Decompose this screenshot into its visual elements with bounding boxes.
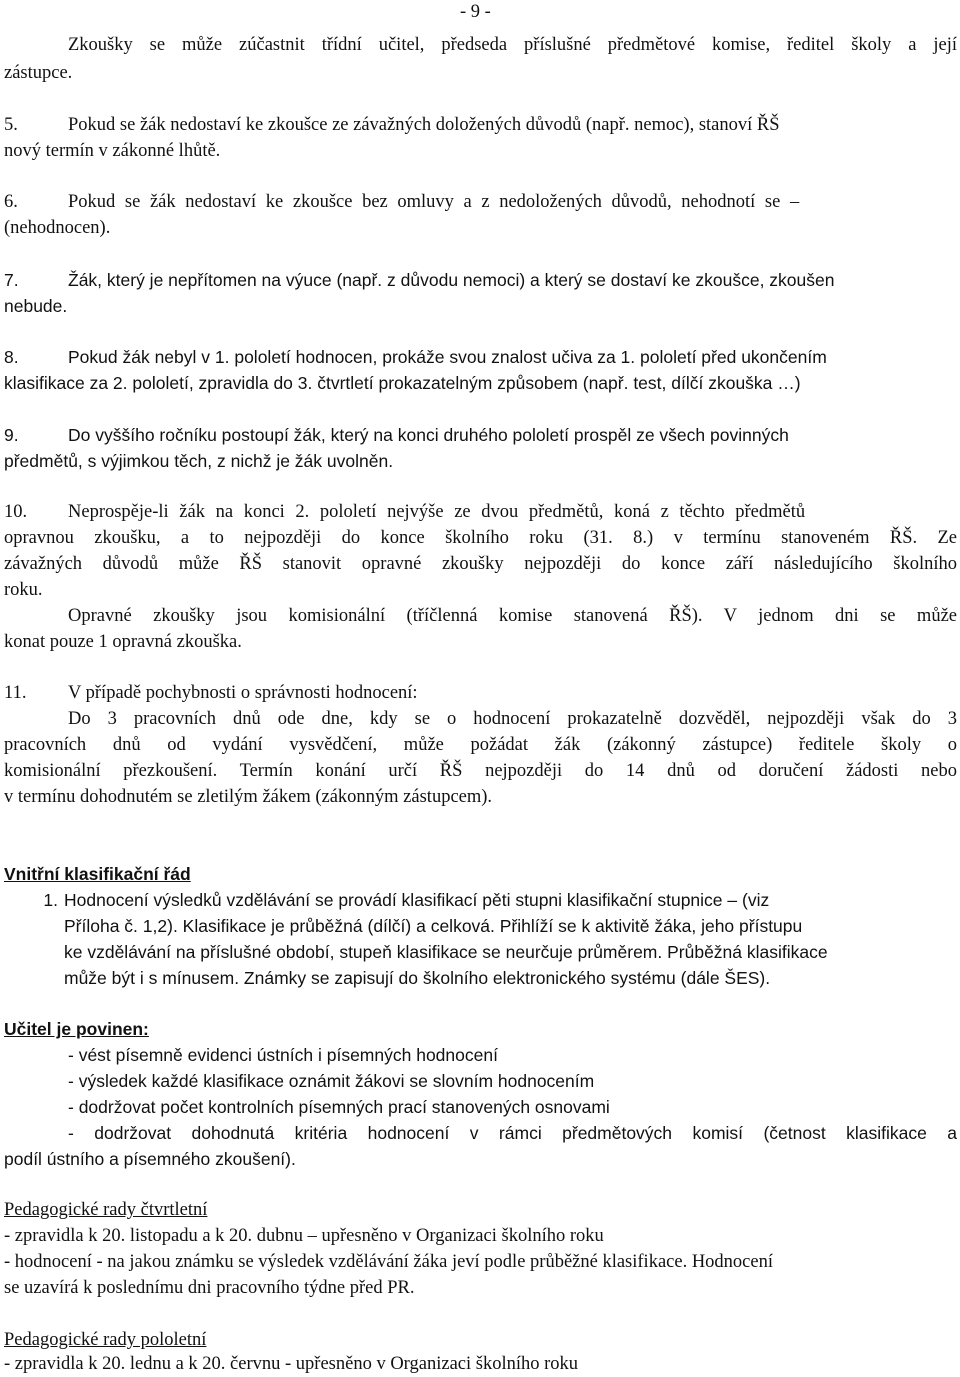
section-heading: Učitel je povinen: — [4, 1019, 149, 1039]
list-item-5 — [4, 113, 957, 137]
text-line: ke vzdělávání na příslušné období, stupeň klasifikace se neurčuje průměrem. Průběžná klasifikace — [64, 942, 828, 962]
list-item: - dodržovat počet kontrolních písemných prací stanovených osnovami — [68, 1097, 610, 1117]
list-item: - zpravidla k 20. lednu a k 20. červnu - upřesněno v Organizaci školního roku — [4, 1354, 579, 1374]
section-heading: Pedagogické rady pololetní — [4, 1330, 207, 1350]
text-line: Zkoušky se může zúčastnit třídní učitel, předseda příslušné předmětové komise, ředitel školy a její — [68, 35, 957, 55]
item-text: Žák, který je nepřítomen na výuce (např. z důvodu nemoci) a který se dostaví ke zkoušce, zkoušen — [68, 270, 835, 290]
text-line: (nehodnocen). — [4, 218, 111, 238]
list-item-1 — [4, 888, 957, 912]
item-text: Do vyššího ročníku postoupí žák, který na konci druhého pololetí prospěl ze všech povinných — [68, 425, 789, 445]
text-line: Opravné zkoušky jsou komisionální (tříčlenná komise stanovená ŘŠ). V jednom dni se může — [68, 606, 957, 626]
item-number: 1. — [43, 890, 58, 910]
text-line: konat pouze 1 opravná zkouška. — [4, 632, 242, 652]
text-line: zástupce. — [4, 63, 73, 83]
list-item-10 — [4, 500, 957, 524]
text-line: komisionální přezkoušení. Termín konání určí ŘŠ nejpozději do 14 dnů od doručení žádosti nebo — [4, 761, 957, 781]
text-line: roku. — [4, 580, 43, 600]
text-line: pracovních dnů od vydání vysvědčení, může požádat žák (zákonný zástupce) ředitele školy o — [4, 735, 957, 755]
list-item-9 — [4, 423, 957, 447]
item-number: 10. — [4, 502, 28, 522]
section-heading: Pedagogické rady čtvrtletní — [4, 1200, 208, 1220]
item-text: Neprospěje-li žák na konci 2. pololetí nejvýše ze dvou předmětů, koná z těchto předmětů — [68, 502, 806, 522]
list-item-8 — [4, 345, 957, 369]
item-number: 5. — [4, 115, 18, 135]
item-text: Pokud žák nebyl v 1. pololetí hodnocen, prokáže svou znalost učiva za 1. pololetí před ukončením — [68, 347, 827, 367]
item-text: Hodnocení výsledků vzdělávání se provádí klasifikací pěti stupni klasifikační stupnice – (viz — [64, 890, 770, 910]
list-item-7 — [4, 268, 957, 292]
item-text: Pokud se žák nedostaví ke zkoušce ze závažných doložených důvodů (např. nemoc), stanoví ŘŠ — [68, 115, 780, 135]
page-number: - 9 - — [460, 2, 491, 22]
item-number: 8. — [4, 347, 19, 367]
item-number: 6. — [4, 192, 18, 212]
text-line: nebude. — [4, 296, 68, 316]
list-item: - zpravidla k 20. listopadu a k 20. dubnu – upřesněno v Organizaci školního roku — [4, 1226, 604, 1246]
list-item-11 — [4, 681, 957, 705]
item-number: 9. — [4, 425, 19, 445]
text-line: nový termín v zákonné lhůtě. — [4, 141, 221, 161]
text-line: podíl ústního a písemného zkoušení). — [4, 1149, 296, 1169]
text-line: Příloha č. 1,2). Klasifikace je průběžná (dílčí) a celková. Přihlíží se k aktivitě žáka, jeho přístupu — [64, 916, 803, 936]
list-item: - hodnocení - na jakou známku se výsledek vzdělávání žáka jeví podle průběžné klasifikace. Hodnocení — [4, 1252, 773, 1272]
list-item: - dodržovat dohodnutá kritéria hodnocení v rámci předmětových komisí (četnost klasifikace a — [68, 1123, 957, 1143]
text-line: Do 3 pracovních dnů ode dne, kdy se o hodnocení prokazatelně dozvěděl, nejpozději však do 3 — [68, 709, 957, 729]
list-item-6 — [4, 190, 957, 214]
text-line: v termínu dohodnutém se zletilým žákem (zákonným zástupcem). — [4, 787, 493, 807]
item-number: 11. — [4, 683, 27, 703]
item-number: 7. — [4, 270, 19, 290]
text-line: závažných důvodů může ŘŠ stanovit opravné zkoušky nejpozději do konce září následujícího školního — [4, 554, 957, 574]
text-line: se uzavírá k poslednímu dni pracovního týdne před PR. — [4, 1278, 415, 1298]
item-text: V případě pochybnosti o správnosti hodnocení: — [68, 683, 418, 703]
item-text: Pokud se žák nedostaví ke zkoušce bez omluvy a z nedoložených důvodů, nehodnotí se – — [68, 192, 800, 212]
text-line: klasifikace za 2. pololetí, zpravidla do 3. čtvrtletí prokazatelným způsobem (např. test, dílčí zkouška …) — [4, 373, 801, 393]
section-heading: Vnitřní klasifikační řád — [4, 864, 191, 884]
list-item: - výsledek každé klasifikace oznámit žákovi se slovním hodnocením — [68, 1071, 595, 1091]
text-line: předmětů, s výjimkou těch, z nichž je žák uvolněn. — [4, 451, 394, 471]
text-line: opravnou zkoušku, a to nejpozději do konce školního roku (31. 8.) v termínu stanoveném ŘŠ. Ze — [4, 528, 957, 548]
text-line: může být i s mínusem. Známky se zapisují do školního elektronického systému (dále ŠES). — [64, 968, 771, 988]
list-item: - vést písemně evidenci ústních i písemných hodnocení — [68, 1045, 498, 1065]
